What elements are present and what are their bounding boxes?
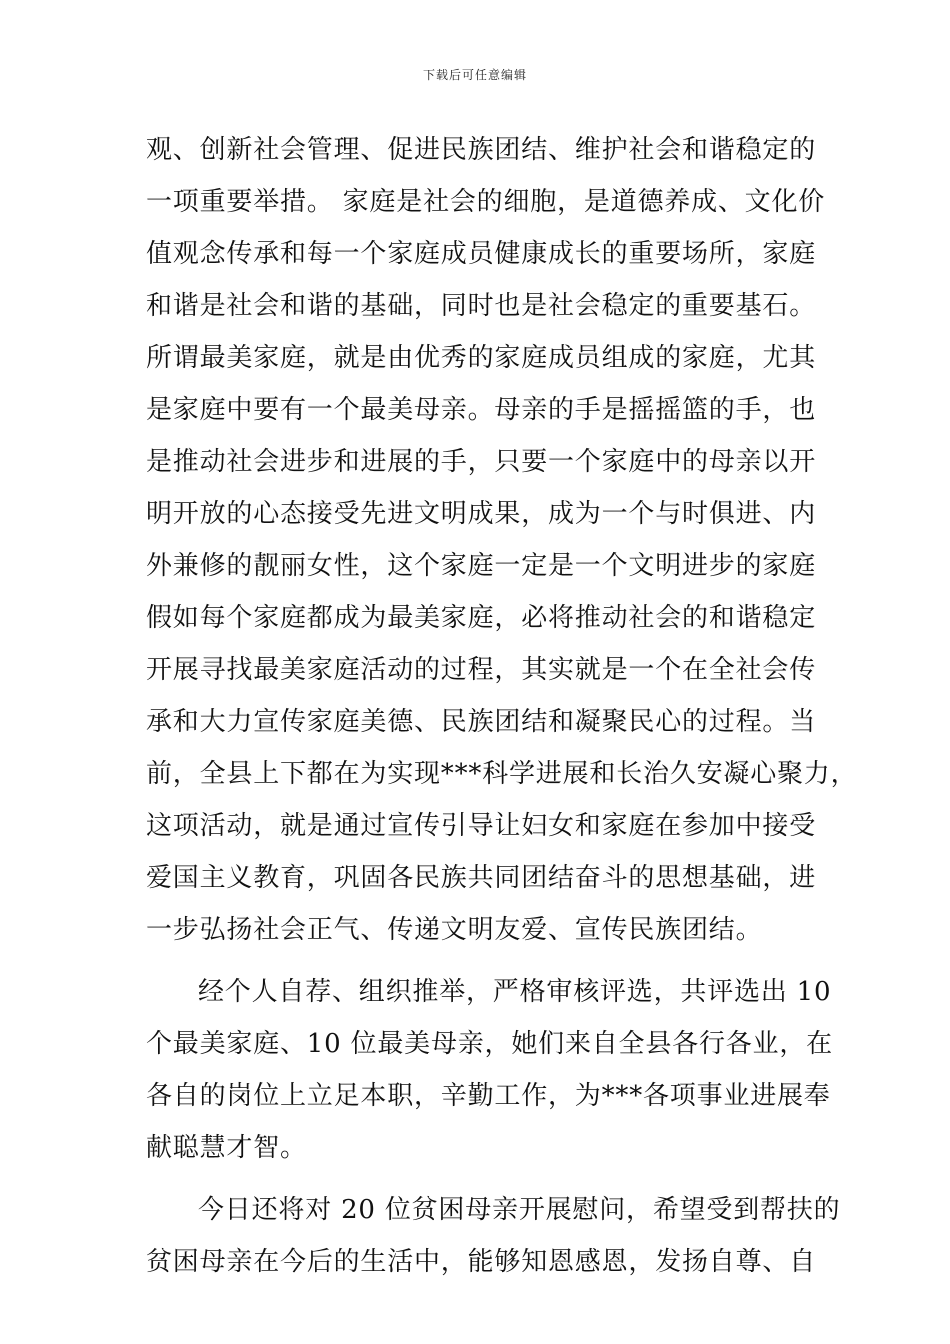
text-line: 是推动社会进步和进展的手，只要一个家庭中的母亲以开: [146, 447, 817, 477]
text-line: 爱国主义教育，巩固各民族共同团结奋斗的思想基础，进: [146, 863, 817, 893]
paragraph-1: [146, 124, 858, 956]
text-line: 各自的岗位上立足本职，辛勤工作，为***各项事业进展奉: [146, 1081, 831, 1111]
text-line: 一步弘扬社会正气、传递文明友爱、宣传民族团结。: [146, 915, 763, 945]
text-line: 是家庭中要有一个最美母亲。母亲的手是摇摇篮的手，也: [146, 395, 817, 425]
header-note: 下载后可任意编辑: [422, 68, 527, 82]
paragraph-3: [146, 1184, 841, 1288]
text-line: 贫困母亲在今后的生活中，能够知恩感恩，发扬自尊、自: [146, 1247, 817, 1277]
document-body: [146, 124, 858, 1288]
text-line: 前，全县上下都在为实现***科学进展和长治久安凝心聚力，: [146, 759, 858, 789]
text-line: 开展寻找最美家庭活动的过程，其实就是一个在全社会传: [146, 655, 817, 685]
text-line: 个最美家庭、10 位最美母亲，她们来自全县各行各业，在: [146, 1029, 833, 1059]
text-line: 外兼修的靓丽女性，这个家庭一定是一个文明进步的家庭: [146, 551, 817, 581]
text-line: 这项活动，就是通过宣传引导让妇女和家庭在参加中接受: [146, 811, 817, 841]
text-line: 所谓最美家庭，就是由优秀的家庭成员组成的家庭，尤其: [146, 343, 817, 373]
text-line: 假如每个家庭都成为最美家庭，必将推动社会的和谐稳定: [146, 603, 817, 633]
text-line: 献聪慧才智。: [146, 1133, 307, 1163]
text-line: 明开放的心态接受先进文明成果，成为一个与时俱进、内: [146, 499, 817, 529]
text-line: 值观念传承和每一个家庭成员健康成长的重要场所，家庭: [146, 239, 817, 269]
text-line: 承和大力宣传家庭美德、民族团结和凝聚民心的过程。当: [146, 707, 817, 737]
text-line: 今日还将对 20 位贫困母亲开展慰问，希望受到帮扶的: [198, 1195, 841, 1225]
text-line: 和谐是社会和谐的基础，同时也是社会稳定的重要基石。: [146, 291, 817, 321]
paragraph-2: [146, 966, 833, 1174]
text-line: 观、创新社会管理、促进民族团结、维护社会和谐稳定的: [146, 135, 817, 165]
text-line: 一项重要举措。 家庭是社会的细胞，是道德养成、文化价: [146, 187, 826, 217]
text-line: 经个人自荐、组织推举，严格审核评选，共评选出 10: [198, 977, 832, 1007]
